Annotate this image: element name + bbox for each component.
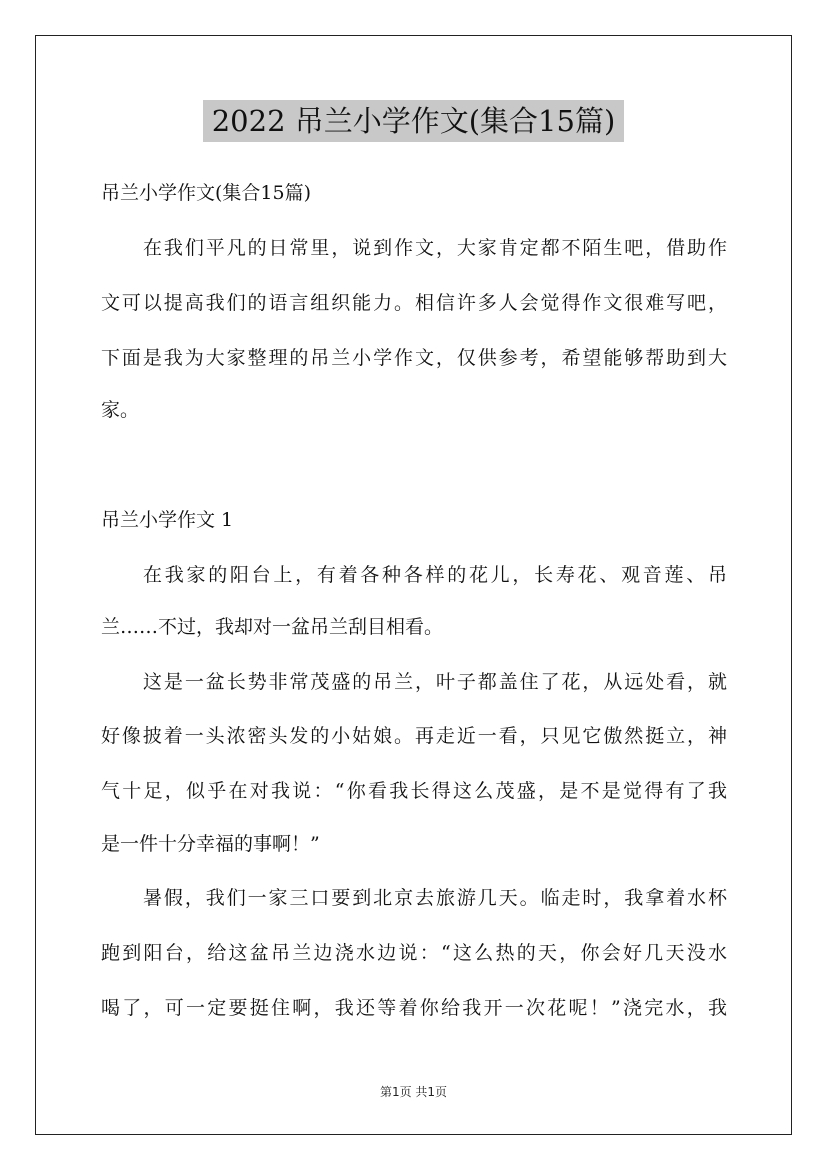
body-line-5: 气十足，似乎在对我说：“你看我长得这么茂盛，是不是觉得有了我 — [101, 780, 727, 802]
body-line-9: 喝了，可一定要挺住啊，我还等着你给我开一次花呢！”浇完水，我 — [101, 997, 727, 1019]
intro-line-2: 文可以提高我们的语言组织能力。相信许多人会觉得作文很难写吧， — [101, 292, 727, 314]
body-line-4: 好像披着一头浓密头发的小姑娘。再走近一看，只见它傲然挺立，神 — [101, 725, 727, 747]
body-line-6: 是一件十分幸福的事啊！” — [101, 833, 320, 855]
body-line-7: 暑假，我们一家三口要到北京去旅游几天。临走时，我拿着水杯 — [143, 887, 727, 909]
body-line-1: 在我家的阳台上，有着各种各样的花儿，长寿花、观音莲、吊 — [143, 564, 727, 586]
document-subtitle: 吊兰小学作文(集合15篇) — [101, 182, 312, 204]
intro-line-4: 家。 — [101, 399, 140, 421]
document-title: 2022 吊兰小学作文(集合15篇) — [203, 100, 624, 142]
body-line-8: 跑到阳台，给这盆吊兰边浇水边说：“这么热的天，你会好几天没水 — [101, 942, 727, 964]
section-heading: 吊兰小学作文 1 — [101, 509, 234, 531]
page-footer: 第1页 共1页 — [379, 1085, 448, 1099]
body-line-2: 兰……不过，我却对一盆吊兰刮目相看。 — [101, 616, 444, 638]
intro-line-3: 下面是我为大家整理的吊兰小学作文，仅供参考，希望能够帮助到大 — [101, 347, 727, 369]
body-line-3: 这是一盆长势非常茂盛的吊兰，叶子都盖住了花，从远处看，就 — [143, 671, 727, 693]
intro-line-1: 在我们平凡的日常里，说到作文，大家肯定都不陌生吧，借助作 — [143, 237, 727, 259]
